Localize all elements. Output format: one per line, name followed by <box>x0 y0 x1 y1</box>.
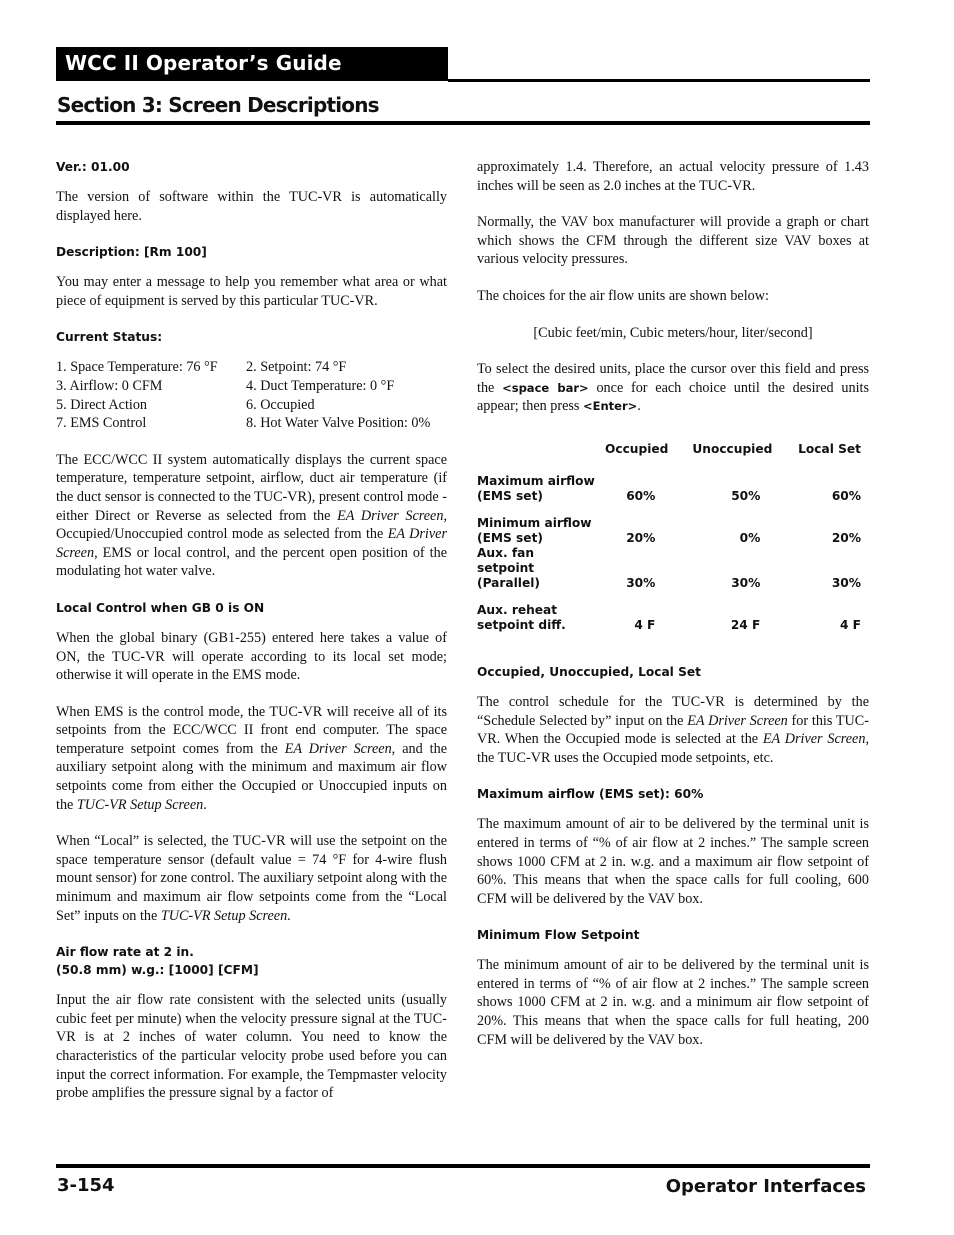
local-control-text-1: When the global binary (GB1-255) entered here takes a value of ON, the TUC-VR will operate according to its local set mode; otherwise it will operate in the EMS mode. <box>56 629 447 684</box>
table-cell: 4 F <box>634 617 656 632</box>
table-cell: 50% <box>731 488 761 503</box>
continued-text: approximately 1.4. Therefore, an actual velocity pressure of 1.43 inches will be seen as 2.0 inches at the TUC-VR. <box>477 159 869 194</box>
status-item: 5. Direct Action <box>56 396 148 413</box>
status-item: 7. EMS Control <box>56 415 147 432</box>
occupied-heading: Occupied, Unoccupied, Local Set <box>477 664 701 679</box>
table-cell: 24 F <box>730 617 761 632</box>
status-item: 6. Occupied <box>246 396 315 413</box>
page-number: 3-154 <box>57 1175 115 1196</box>
table-cell: 30% <box>731 575 761 590</box>
table-header-row <box>477 442 869 462</box>
status-item: 4. Duct Temperature: 0 °F <box>246 377 395 394</box>
table-row <box>477 591 869 633</box>
status-description: The ECC/WCC II system automatically displays the current space temperature, temperature setpoint, airflow, duct air temperature (if the duct sensor is connected to the TUC-VR), present control mode - either Direct or Reverse as selected from the EA Driver Screen, Occupied/Unoccupied control mode as selected from the EA Driver Screen, EMS or local control, and the percent open position of the modulating hot water valve. <box>56 451 447 580</box>
table-cell: 60% <box>626 488 656 503</box>
current-status-heading: Current Status: <box>56 330 163 345</box>
table-header: Unoccupied <box>692 441 773 456</box>
minimum-flow-heading: Minimum Flow Setpoint <box>477 928 640 943</box>
occupied-text: The control schedule for the TUC-VR is determined by the “Schedule Selected by” input on the EA Driver Screen for this TUC-VR. When the Occupied mode is selected at the EA Driver Screen, the TUC-VR uses the Occupied mode setpoints, etc. <box>477 693 869 766</box>
status-item: 1. Space Temperature: 76 °F <box>56 359 218 376</box>
table-header: Local Set <box>798 441 861 456</box>
status-item: 2. Setpoint: 74 °F <box>246 359 347 376</box>
minimum-flow-text: The minimum amount of air to be delivered by the terminal unit is entered in terms of “% of air flow at 2 inches.” The sample screen shows 1000 CFM at 2 in. w.g. and a minimum air flow setpoint of 20%. This means that when the space calls for full heating, 200 CFM will be delivered by the VAV box. <box>477 957 869 1048</box>
ver-text: The version of software within the TUC-VR is automatically displayed here. <box>56 189 447 224</box>
local-control-heading: Local Control when GB 0 is ON <box>56 600 265 615</box>
table-row <box>477 546 869 591</box>
section-title: Section 3: Screen Descriptions <box>57 93 379 117</box>
table-cell: 30% <box>626 575 656 590</box>
table-row <box>477 504 869 546</box>
table-cell: 60% <box>831 488 861 503</box>
local-control-text-2: When EMS is the control mode, the TUC-VR will receive all of its setpoints from the ECC/WCC II front end computer. The space temperature setpoint comes from the EA Driver Screen, and the auxiliary setpoint along with the minimum and maximum air flow setpoints come from either the Occupied or Unoccupied inputs on the TUC-VR Setup Screen. <box>56 703 447 813</box>
guide-title-bar <box>56 47 448 81</box>
status-list <box>56 358 447 432</box>
status-item: 8. Hot Water Valve Position: 0% <box>246 415 431 432</box>
description-text: You may enter a message to help you remember what area or what piece of equipment is served by this particular TUC-VR. <box>56 274 447 309</box>
left-column <box>56 158 447 1103</box>
table-cell: 4 F <box>839 617 861 632</box>
table-cell: 20% <box>626 530 656 545</box>
table-cell: 0% <box>739 530 761 545</box>
setpoint-table <box>477 442 869 633</box>
table-row-label: Aux. fan setpoint (Parallel) <box>477 545 541 590</box>
table-cell: 30% <box>831 575 861 590</box>
section-rule <box>56 121 870 125</box>
maximum-airflow-heading: Maximum airflow (EMS set): 60% <box>477 787 704 802</box>
table-row-label: Maximum airflow (EMS set) <box>477 473 595 503</box>
description-heading: Description: [Rm 100] <box>56 245 207 260</box>
table-row-label: Aux. reheat setpoint diff. <box>477 602 566 632</box>
airflow-rate-heading: Air flow rate at 2 in. (50.8 mm) w.g.: [1000] [CFM] <box>56 945 259 978</box>
enter-key: <Enter> <box>582 399 638 414</box>
ver-heading: Ver.: 01.00 <box>56 160 130 174</box>
status-item: 3. Airflow: 0 CFM <box>56 377 163 394</box>
manufacturer-text: Normally, the VAV box manufacturer will provide a graph or chart which shows the CFM through the different size VAV boxes at various velocity pressures. <box>477 214 869 268</box>
units-list: [Cubic feet/min, Cubic meters/hour, liter/second] <box>533 324 813 341</box>
table-header: Occupied <box>604 441 669 456</box>
table-row <box>477 462 869 504</box>
table-cell: 20% <box>831 530 861 545</box>
right-column <box>477 158 869 1049</box>
guide-title: WCC II Operator’s Guide <box>65 51 342 75</box>
table-row-label: Minimum airflow (EMS set) <box>477 515 592 545</box>
local-control-text-3: When “Local” is selected, the TUC-VR will use the setpoint on the space temperature sensor (default value = 74 °F for 4-wire flush mount sensor) for zone control. The auxiliary setpoint along with the minimum and maximum air flow setpoints come from the “Local Set” inputs on the TUC-VR Setup Screen. <box>56 833 447 924</box>
select-units-text: To select the desired units, place the cursor over this field and press the <space bar> once for each choice until the desired units appear; then press <Enter>. <box>477 361 869 415</box>
maximum-airflow-text: The maximum amount of air to be delivered by the terminal unit is entered in terms of “% of air flow at 2 inches.” The sample screen shows 1000 CFM at 2 in. w.g. and a maximum air flow setpoint of 60%. This means that when the space calls for full cooling, 600 CFM will be delivered by the VAV box. <box>477 816 869 907</box>
airflow-rate-text: Input the air flow rate consistent with the selected units (usually cubic feet per minute) when the velocity pressure signal at the TUC-VR is at 2 inches of water column. You need to know the characteristics of the particular velocity probe used before you can input the correct information. For example, the Tempmaster velocity probe amplifies the pressure signal by a factor of <box>56 992 447 1102</box>
footer-section-title: Operator Interfaces <box>665 1176 866 1197</box>
units-intro: The choices for the air flow units are shown below: <box>477 287 769 304</box>
space-bar-key: <space bar> <box>502 380 589 395</box>
footer-rule <box>56 1164 870 1168</box>
header-rule <box>448 79 870 82</box>
